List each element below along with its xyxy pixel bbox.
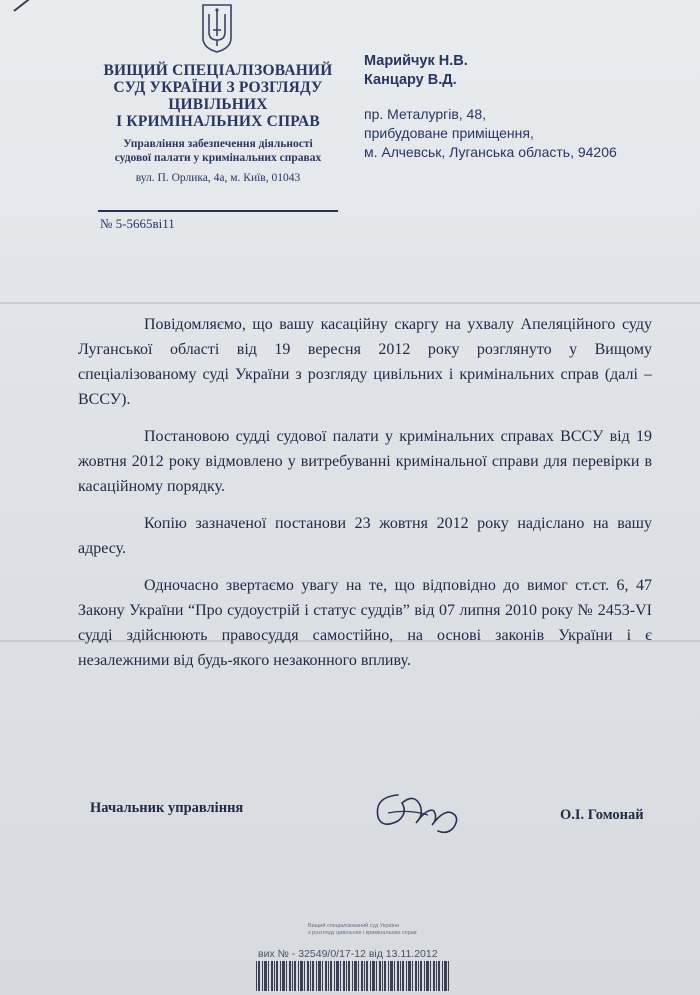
body-paragraph: Копію зазначеної постанови 23 жовтня 2012 року надіслано на вашу адресу.: [78, 515, 652, 557]
recipient-name: Марийчук Н.В.: [364, 53, 468, 69]
pen-mark: [13, 0, 46, 12]
barcode: [256, 961, 452, 991]
recipient-block: [364, 52, 694, 162]
court-title-line: ВИЩИЙ СПЕЦІАЛІЗОВАНИЙ: [103, 62, 333, 79]
recipient-name: Канцару В.Д.: [364, 72, 457, 88]
outgoing-number: вих № - 32549/0/17-12 від 13.11.2012: [258, 948, 438, 960]
handwritten-signature: [368, 783, 470, 839]
court-title-line: СУД УКРАЇНИ З РОЗГЛЯДУ: [113, 79, 323, 96]
court-address: вул. П. Орлика, 4а, м. Київ, 01043: [135, 172, 301, 184]
recipient-address: пр. Металургів, 48, прибудоване приміщення, м. Алчевськ, Луганська область, 94206: [364, 106, 617, 160]
court-title-line: І КРИМІНАЛЬНИХ СПРАВ: [116, 113, 320, 130]
signer-title: Начальник управління: [90, 800, 244, 816]
letter-body: [78, 312, 652, 685]
department-name: Управління забезпечення діяльності судової палати у кримінальних справах: [114, 138, 322, 164]
header-divider: [98, 210, 338, 212]
court-header: [78, 62, 358, 184]
paper-fold: [0, 302, 700, 304]
body-paragraph: Одночасно звертаємо увагу на те, що відповідно до вимог ст.ст. 6, 47 Закону України “Про судоустрій і статус суддів” від 07 липня 2010 року № 2453-VI судді здійснюють правосуддя самостійно, на основі законів України і є незалежними від будь-якого незаконного впливу.: [78, 577, 652, 669]
stamp-issuer: Вищий спеціалізований суд України з розгляду цивільних і кримінальних справ: [308, 923, 417, 936]
court-title-line: ЦИВІЛЬНИХ: [168, 96, 268, 113]
trident-emblem-icon: [200, 2, 234, 54]
body-paragraph: Постановою судді судової палати у кримінальних справах ВССУ від 19 жовтня 2012 року відмовлено у витребуванні кримінальної справи для перевірки в касаційному порядку.: [78, 428, 652, 495]
reference-number: № 5-5665ві11: [100, 216, 175, 231]
signer-name: О.І. Гомонай: [560, 807, 644, 823]
registration-stamp: [250, 918, 455, 995]
body-paragraph: Повідомляємо, що вашу касаційну скаргу на ухвалу Апеляційного суду Луганської області від 19 вересня 2012 року розглянуто у Вищому спеціалізованому суді України з розгляду цивільних і кримінальних справ (далі – ВССУ).: [78, 316, 652, 408]
